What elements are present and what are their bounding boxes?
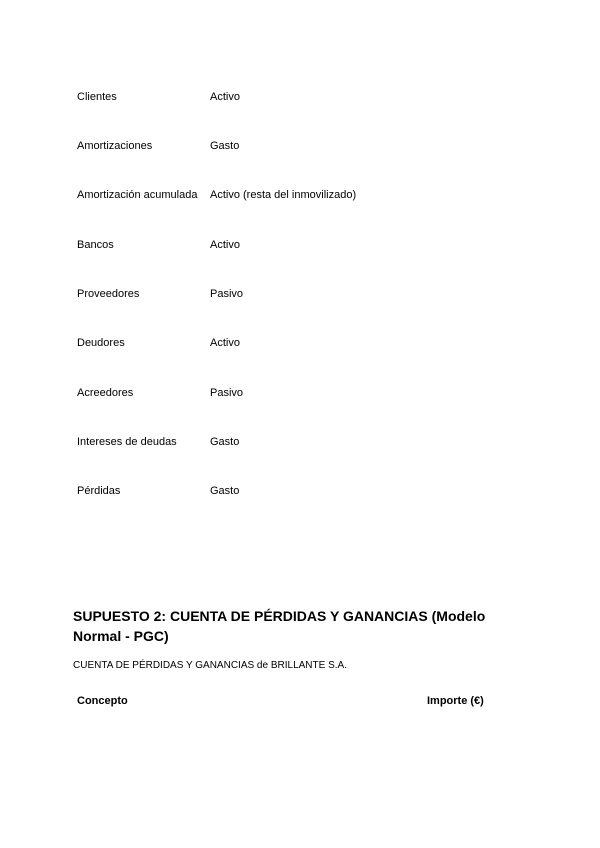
account-term: Clientes bbox=[77, 91, 117, 103]
account-kind: Gasto bbox=[210, 485, 240, 497]
account-term: Bancos bbox=[77, 239, 114, 251]
account-term: Amortización acumulada bbox=[77, 189, 198, 201]
account-term: Deudores bbox=[77, 337, 125, 349]
account-term: Intereses de deudas bbox=[77, 436, 177, 448]
account-kind: Gasto bbox=[210, 436, 240, 448]
account-kind: Activo bbox=[210, 337, 240, 349]
account-kind: Activo (resta del inmovilizado) bbox=[210, 189, 357, 201]
account-kind: Pasivo bbox=[210, 288, 244, 300]
column-header-concept: Concepto bbox=[77, 695, 128, 707]
account-kind: Gasto bbox=[210, 140, 240, 152]
account-term: Amortizaciones bbox=[77, 140, 153, 152]
column-header-amount: Importe (€) bbox=[427, 695, 484, 707]
account-term: Pérdidas bbox=[77, 485, 121, 497]
account-kind: Pasivo bbox=[210, 387, 244, 399]
account-term: Acreedores bbox=[77, 387, 134, 399]
account-kind: Activo bbox=[210, 91, 240, 103]
account-term: Proveedores bbox=[77, 288, 140, 300]
account-kind: Activo bbox=[210, 239, 240, 251]
statement-subtitle: CUENTA DE PÉRDIDAS Y GANANCIAS de BRILLANTE S.A. bbox=[73, 660, 347, 671]
section-heading: SUPUESTO 2: CUENTA DE PÉRDIDAS Y GANANCIAS (Modelo Normal - PGC) bbox=[73, 608, 486, 644]
